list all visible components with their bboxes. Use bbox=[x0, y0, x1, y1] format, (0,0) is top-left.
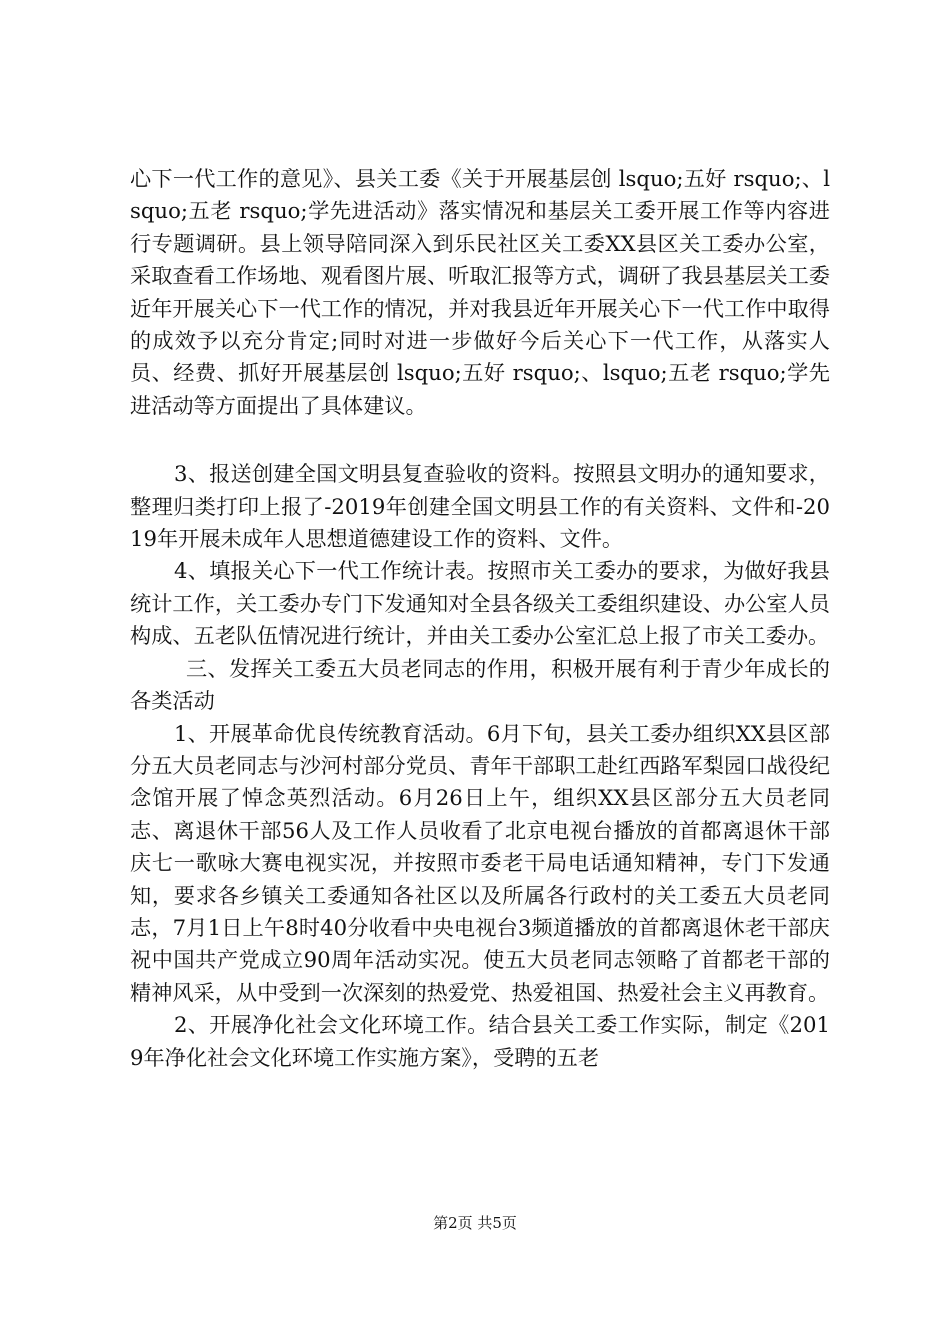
paragraph-gap bbox=[130, 422, 830, 458]
page-footer: 第2页 共5页 bbox=[433, 1214, 517, 1232]
section-heading-3: 三、发挥关工委五大员老同志的作用，积极开展有利于青少年成长的各类活动 bbox=[130, 655, 830, 714]
paragraph-item-3: 3、报送创建全国文明县复查验收的资料。按照县文明办的通知要求，整理归类打印上报了-2019年创建全国文明县工作的有关资料、文件和-2019年开展未成年人思想道德建设工作的资料、文件。 bbox=[130, 461, 830, 552]
document-body bbox=[130, 163, 830, 1074]
paragraph-activity-1: 1、开展革命优良传统教育活动。6月下旬，县关工委办组织XX县区部分五大员老同志与沙河村部分党员、青年干部职工赴红西路军梨园口战役纪念馆开展了悼念英烈活动。6月26日上午，组织XX县区部分五大员老同志、离退休干部56人及工作人员收看了北京电视台播放的首都离退休干部庆七一歌咏大赛电视实况，并按照市委老干局电话通知精神，专门下发通知，要求各乡镇关工委通知各社区以及所属各行政村的关工委五大员老同志，7月1日上午8时40分收看中央电视台3频道播放的首都离退休老干部庆祝中国共产党成立90周年活动实况。使五大员老同志领略了首都老干部的精神风采，从中受到一次深刻的热爱党、热爱祖国、热爱社会主义再教育。 bbox=[130, 720, 830, 1005]
paragraph-continuation: 心下一代工作的意见》、县关工委《关于开展基层创 lsquo;五好 rsquo;、lsquo;五老 rsquo;学先进活动》落实情况和基层关工委开展工作等内容进行专题调研。县上领导陪同深入到乐民社区关工委XX县区关工委办公室，采取查看工作场地、观看图片展、听取汇报等方式，调研了我县基层关工委近年开展关心下一代工作的情况，并对我县近年开展关心下一代工作中取得的成效予以充分肯定;同时对进一步做好今后关心下一代工作，从落实人员、经费、抓好开展基层创 lsquo;五好 rsquo;、lsquo;五老 rsquo;学先进活动等方面提出了具体建议。 bbox=[130, 166, 830, 418]
paragraph-item-4: 4、填报关心下一代工作统计表。按照市关工委办的要求，为做好我县统计工作，关工委办专门下发通知对全县各级关工委组织建设、办公室人员构成、五老队伍情况进行统计，并由关工委办公室汇总上报了市关工委办。 bbox=[130, 558, 830, 649]
paragraph-activity-2: 2、开展净化社会文化环境工作。结合县关工委工作实际，制定《2019年净化社会文化环境工作实施方案》，受聘的五老 bbox=[130, 1012, 830, 1070]
